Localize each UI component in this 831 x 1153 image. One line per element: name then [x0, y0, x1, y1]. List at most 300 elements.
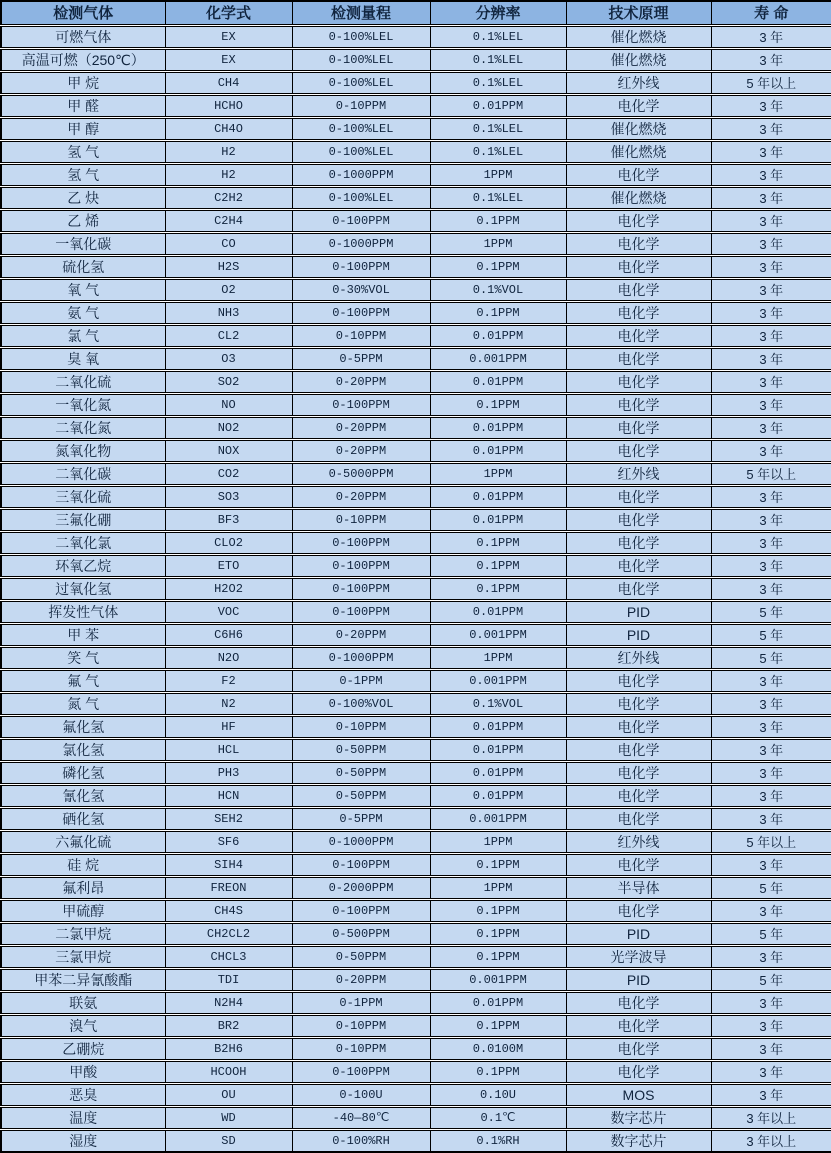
cell-res: 1PPM: [430, 163, 566, 186]
cell-range: 0-20PPM: [292, 416, 430, 439]
cell-life: 3 年: [711, 669, 831, 692]
cell-formula: EX: [165, 48, 292, 71]
cell-formula: NO2: [165, 416, 292, 439]
cell-res: 0.1PPM: [430, 531, 566, 554]
cell-res: 0.1%LEL: [430, 140, 566, 163]
cell-name: 可燃气体: [1, 25, 165, 48]
cell-life: 3 年: [711, 48, 831, 71]
cell-life: 3 年: [711, 186, 831, 209]
cell-res: 0.01PPM: [430, 600, 566, 623]
table-row: [1, 991, 831, 1014]
cell-tech: 电化学: [566, 531, 711, 554]
column-header-formula: 化学式: [165, 1, 292, 25]
cell-name: 臭 氧: [1, 347, 165, 370]
cell-name: 二氯甲烷: [1, 922, 165, 945]
cell-name: 氢 气: [1, 163, 165, 186]
cell-formula: C6H6: [165, 623, 292, 646]
cell-name: 甲苯二异氰酸酯: [1, 968, 165, 991]
cell-tech: 红外线: [566, 646, 711, 669]
cell-res: 0.10U: [430, 1083, 566, 1106]
table-row: [1, 140, 831, 163]
cell-res: 0.1%RH: [430, 1129, 566, 1152]
cell-formula: CH4S: [165, 899, 292, 922]
cell-name: 高温可燃（250℃）: [1, 48, 165, 71]
table-row: [1, 1060, 831, 1083]
cell-range: 0-100PPM: [292, 899, 430, 922]
table-row: [1, 209, 831, 232]
cell-range: 0-100%VOL: [292, 692, 430, 715]
cell-formula: EX: [165, 25, 292, 48]
cell-life: 5 年以上: [711, 462, 831, 485]
cell-formula: CHCL3: [165, 945, 292, 968]
cell-formula: H2O2: [165, 577, 292, 600]
cell-range: 0-5000PPM: [292, 462, 430, 485]
cell-name: 乙 烯: [1, 209, 165, 232]
cell-tech: 电化学: [566, 508, 711, 531]
cell-range: 0-20PPM: [292, 623, 430, 646]
cell-name: 湿度: [1, 1129, 165, 1152]
cell-life: 3 年: [711, 485, 831, 508]
cell-formula: PH3: [165, 761, 292, 784]
cell-res: 0.1PPM: [430, 301, 566, 324]
cell-res: 1PPM: [430, 232, 566, 255]
cell-life: 3 年: [711, 531, 831, 554]
cell-res: 0.1PPM: [430, 554, 566, 577]
cell-res: 0.1PPM: [430, 577, 566, 600]
cell-life: 5 年: [711, 876, 831, 899]
table-row: [1, 48, 831, 71]
cell-range: 0-1PPM: [292, 991, 430, 1014]
table-row: [1, 531, 831, 554]
cell-formula: NH3: [165, 301, 292, 324]
cell-life: 5 年以上: [711, 71, 831, 94]
cell-formula: BF3: [165, 508, 292, 531]
cell-range: 0-2000PPM: [292, 876, 430, 899]
cell-name: 三氟化硼: [1, 508, 165, 531]
cell-res: 0.1PPM: [430, 853, 566, 876]
cell-life: 3 年: [711, 1037, 831, 1060]
cell-res: 0.001PPM: [430, 669, 566, 692]
cell-formula: NO: [165, 393, 292, 416]
cell-tech: 红外线: [566, 462, 711, 485]
table-row: [1, 232, 831, 255]
cell-tech: 电化学: [566, 94, 711, 117]
cell-range: 0-10PPM: [292, 324, 430, 347]
cell-range: 0-100PPM: [292, 853, 430, 876]
cell-tech: 红外线: [566, 71, 711, 94]
cell-tech: 催化燃烧: [566, 117, 711, 140]
cell-tech: 电化学: [566, 301, 711, 324]
cell-life: 3 年: [711, 324, 831, 347]
cell-range: 0-100PPM: [292, 393, 430, 416]
cell-name: 氟利昂: [1, 876, 165, 899]
table-body: [1, 25, 831, 1152]
table-row: [1, 485, 831, 508]
table-row: [1, 508, 831, 531]
cell-name: 氯 气: [1, 324, 165, 347]
cell-range: 0-10PPM: [292, 508, 430, 531]
table-row: [1, 439, 831, 462]
cell-range: 0-100%LEL: [292, 117, 430, 140]
cell-tech: 电化学: [566, 692, 711, 715]
cell-name: 磷化氢: [1, 761, 165, 784]
cell-life: 3 年: [711, 761, 831, 784]
cell-life: 3 年: [711, 1014, 831, 1037]
cell-formula: CH4O: [165, 117, 292, 140]
cell-formula: O3: [165, 347, 292, 370]
cell-res: 0.1PPM: [430, 209, 566, 232]
cell-res: 0.01PPM: [430, 738, 566, 761]
cell-formula: HCHO: [165, 94, 292, 117]
cell-res: 0.1PPM: [430, 255, 566, 278]
cell-formula: OU: [165, 1083, 292, 1106]
cell-tech: 电化学: [566, 761, 711, 784]
cell-life: 3 年: [711, 255, 831, 278]
cell-name: 二氧化碳: [1, 462, 165, 485]
cell-name: 氢 气: [1, 140, 165, 163]
column-header-gas: 检测气体: [1, 1, 165, 25]
cell-life: 3 年: [711, 715, 831, 738]
cell-name: 氰化氢: [1, 784, 165, 807]
cell-formula: SEH2: [165, 807, 292, 830]
cell-life: 3 年: [711, 416, 831, 439]
cell-life: 3 年: [711, 991, 831, 1014]
cell-tech: 电化学: [566, 232, 711, 255]
cell-tech: PID: [566, 968, 711, 991]
cell-tech: 电化学: [566, 899, 711, 922]
cell-res: 0.001PPM: [430, 347, 566, 370]
cell-range: 0-50PPM: [292, 945, 430, 968]
cell-tech: 电化学: [566, 554, 711, 577]
cell-range: 0-100%LEL: [292, 71, 430, 94]
cell-tech: 电化学: [566, 324, 711, 347]
cell-life: 3 年: [711, 232, 831, 255]
cell-tech: 半导体: [566, 876, 711, 899]
cell-tech: 催化燃烧: [566, 186, 711, 209]
table-row: [1, 393, 831, 416]
cell-range: 0-100PPM: [292, 531, 430, 554]
cell-res: 0.01PPM: [430, 508, 566, 531]
cell-res: 0.1PPM: [430, 922, 566, 945]
cell-tech: 电化学: [566, 853, 711, 876]
table-row: [1, 163, 831, 186]
table-row: [1, 25, 831, 48]
cell-formula: N2O: [165, 646, 292, 669]
cell-life: 3 年: [711, 140, 831, 163]
cell-name: 氨 气: [1, 301, 165, 324]
cell-tech: 电化学: [566, 163, 711, 186]
cell-range: 0-10PPM: [292, 715, 430, 738]
cell-life: 3 年: [711, 692, 831, 715]
cell-range: 0-1000PPM: [292, 163, 430, 186]
cell-range: 0-100PPM: [292, 600, 430, 623]
cell-formula: H2S: [165, 255, 292, 278]
cell-formula: H2: [165, 140, 292, 163]
cell-res: 0.1%VOL: [430, 278, 566, 301]
cell-formula: HCN: [165, 784, 292, 807]
cell-tech: 光学波导: [566, 945, 711, 968]
cell-res: 0.001PPM: [430, 968, 566, 991]
cell-range: 0-100%LEL: [292, 48, 430, 71]
cell-name: 笑 气: [1, 646, 165, 669]
cell-range: 0-100%LEL: [292, 25, 430, 48]
cell-name: 甲酸: [1, 1060, 165, 1083]
cell-name: 一氧化氮: [1, 393, 165, 416]
cell-range: 0-1000PPM: [292, 646, 430, 669]
cell-formula: WD: [165, 1106, 292, 1129]
cell-res: 0.1℃: [430, 1106, 566, 1129]
cell-life: 3 年: [711, 1083, 831, 1106]
cell-life: 3 年以上: [711, 1129, 831, 1152]
table-row: [1, 462, 831, 485]
cell-range: 0-100PPM: [292, 554, 430, 577]
cell-formula: O2: [165, 278, 292, 301]
table-row: [1, 807, 831, 830]
cell-formula: ETO: [165, 554, 292, 577]
cell-life: 3 年: [711, 25, 831, 48]
table-row: [1, 1037, 831, 1060]
table-row: [1, 623, 831, 646]
cell-life: 3 年: [711, 508, 831, 531]
cell-life: 5 年: [711, 646, 831, 669]
cell-life: 3 年: [711, 807, 831, 830]
cell-range: 0-100U: [292, 1083, 430, 1106]
table-header: [1, 1, 831, 25]
cell-name: 温度: [1, 1106, 165, 1129]
table-row: [1, 692, 831, 715]
cell-name: 氯化氢: [1, 738, 165, 761]
cell-formula: N2H4: [165, 991, 292, 1014]
cell-res: 0.01PPM: [430, 784, 566, 807]
cell-name: 恶臭: [1, 1083, 165, 1106]
table-row: [1, 600, 831, 623]
cell-res: 1PPM: [430, 830, 566, 853]
cell-life: 3 年: [711, 347, 831, 370]
cell-name: 氧 气: [1, 278, 165, 301]
cell-range: 0-1PPM: [292, 669, 430, 692]
table-row: [1, 1083, 831, 1106]
cell-life: 3 年: [711, 301, 831, 324]
cell-res: 0.1%LEL: [430, 71, 566, 94]
cell-range: 0-10PPM: [292, 94, 430, 117]
cell-res: 0.0100M: [430, 1037, 566, 1060]
cell-res: 0.1PPM: [430, 393, 566, 416]
cell-formula: B2H6: [165, 1037, 292, 1060]
cell-tech: 电化学: [566, 439, 711, 462]
cell-range: 0-500PPM: [292, 922, 430, 945]
table-row: [1, 370, 831, 393]
cell-res: 0.01PPM: [430, 324, 566, 347]
cell-name: 硫化氢: [1, 255, 165, 278]
column-header-principle: 技术原理: [566, 1, 711, 25]
cell-tech: 电化学: [566, 715, 711, 738]
cell-tech: 电化学: [566, 347, 711, 370]
cell-name: 硒化氢: [1, 807, 165, 830]
cell-life: 3 年: [711, 209, 831, 232]
cell-res: 0.1PPM: [430, 1014, 566, 1037]
cell-tech: 电化学: [566, 991, 711, 1014]
cell-name: 甲 苯: [1, 623, 165, 646]
table-row: [1, 71, 831, 94]
cell-life: 3 年: [711, 278, 831, 301]
cell-tech: 数字芯片: [566, 1106, 711, 1129]
table-row: [1, 876, 831, 899]
cell-res: 0.001PPM: [430, 807, 566, 830]
cell-range: 0-100PPM: [292, 255, 430, 278]
cell-name: 甲硫醇: [1, 899, 165, 922]
table-row: [1, 853, 831, 876]
table-row: [1, 738, 831, 761]
cell-range: 0-100PPM: [292, 577, 430, 600]
cell-name: 甲 醇: [1, 117, 165, 140]
cell-name: 二氧化氯: [1, 531, 165, 554]
cell-res: 0.1%LEL: [430, 186, 566, 209]
cell-formula: NOX: [165, 439, 292, 462]
cell-formula: SF6: [165, 830, 292, 853]
cell-tech: PID: [566, 922, 711, 945]
cell-formula: BR2: [165, 1014, 292, 1037]
cell-name: 二氧化氮: [1, 416, 165, 439]
cell-formula: FREON: [165, 876, 292, 899]
header-row: [1, 1, 831, 25]
cell-life: 5 年: [711, 600, 831, 623]
cell-range: 0-50PPM: [292, 784, 430, 807]
cell-life: 3 年: [711, 784, 831, 807]
cell-formula: CL2: [165, 324, 292, 347]
cell-res: 1PPM: [430, 646, 566, 669]
cell-name: 二氧化硫: [1, 370, 165, 393]
cell-res: 1PPM: [430, 462, 566, 485]
cell-range: 0-30%VOL: [292, 278, 430, 301]
cell-life: 3 年: [711, 439, 831, 462]
table-row: [1, 94, 831, 117]
cell-life: 3 年: [711, 1060, 831, 1083]
cell-formula: SIH4: [165, 853, 292, 876]
cell-formula: N2: [165, 692, 292, 715]
cell-tech: 电化学: [566, 255, 711, 278]
cell-range: 0-20PPM: [292, 485, 430, 508]
cell-name: 氟化氢: [1, 715, 165, 738]
cell-tech: 电化学: [566, 738, 711, 761]
cell-res: 0.1PPM: [430, 899, 566, 922]
cell-formula: HCOOH: [165, 1060, 292, 1083]
cell-name: 氮氧化物: [1, 439, 165, 462]
cell-name: 甲 醛: [1, 94, 165, 117]
cell-formula: CH2CL2: [165, 922, 292, 945]
table-row: [1, 278, 831, 301]
cell-formula: F2: [165, 669, 292, 692]
cell-tech: 电化学: [566, 209, 711, 232]
cell-tech: 催化燃烧: [566, 48, 711, 71]
cell-tech: 电化学: [566, 669, 711, 692]
cell-res: 0.01PPM: [430, 416, 566, 439]
cell-tech: 电化学: [566, 370, 711, 393]
cell-formula: C2H4: [165, 209, 292, 232]
cell-life: 3 年以上: [711, 1106, 831, 1129]
cell-name: 硅 烷: [1, 853, 165, 876]
cell-life: 3 年: [711, 945, 831, 968]
cell-life: 3 年: [711, 393, 831, 416]
cell-formula: HF: [165, 715, 292, 738]
cell-name: 乙硼烷: [1, 1037, 165, 1060]
cell-res: 0.01PPM: [430, 761, 566, 784]
table-row: [1, 899, 831, 922]
table-row: [1, 117, 831, 140]
cell-tech: 电化学: [566, 1014, 711, 1037]
cell-range: 0-100%LEL: [292, 186, 430, 209]
cell-range: 0-1000PPM: [292, 232, 430, 255]
cell-formula: TDI: [165, 968, 292, 991]
cell-res: 0.1%LEL: [430, 117, 566, 140]
cell-range: 0-5PPM: [292, 347, 430, 370]
cell-formula: CO: [165, 232, 292, 255]
table-row: [1, 922, 831, 945]
cell-name: 氟 气: [1, 669, 165, 692]
cell-formula: SO3: [165, 485, 292, 508]
cell-range: 0-20PPM: [292, 370, 430, 393]
cell-life: 3 年: [711, 899, 831, 922]
table-row: [1, 186, 831, 209]
table-row: [1, 784, 831, 807]
cell-tech: 电化学: [566, 393, 711, 416]
cell-range: 0-100%RH: [292, 1129, 430, 1152]
table-row: [1, 301, 831, 324]
cell-name: 溴气: [1, 1014, 165, 1037]
cell-life: 3 年: [711, 577, 831, 600]
cell-formula: HCL: [165, 738, 292, 761]
cell-name: 甲 烷: [1, 71, 165, 94]
cell-res: 1PPM: [430, 876, 566, 899]
table-row: [1, 554, 831, 577]
cell-tech: PID: [566, 600, 711, 623]
table-row: [1, 324, 831, 347]
cell-life: 5 年: [711, 922, 831, 945]
cell-tech: 电化学: [566, 485, 711, 508]
cell-name: 环氧乙烷: [1, 554, 165, 577]
cell-tech: 电化学: [566, 1060, 711, 1083]
column-header-resolution: 分辨率: [430, 1, 566, 25]
cell-life: 3 年: [711, 853, 831, 876]
table-row: [1, 416, 831, 439]
cell-tech: 电化学: [566, 577, 711, 600]
cell-tech: PID: [566, 623, 711, 646]
table-row: [1, 347, 831, 370]
cell-res: 0.01PPM: [430, 439, 566, 462]
cell-res: 0.01PPM: [430, 94, 566, 117]
cell-name: 一氧化碳: [1, 232, 165, 255]
cell-range: 0-100PPM: [292, 301, 430, 324]
cell-res: 0.1%LEL: [430, 48, 566, 71]
table-row: [1, 669, 831, 692]
cell-life: 3 年: [711, 554, 831, 577]
table-row: [1, 1106, 831, 1129]
cell-range: 0-100PPM: [292, 1060, 430, 1083]
cell-range: -40—80℃: [292, 1106, 430, 1129]
cell-formula: SD: [165, 1129, 292, 1152]
table-row: [1, 968, 831, 991]
table-row: [1, 830, 831, 853]
cell-res: 0.1PPM: [430, 945, 566, 968]
table-row: [1, 945, 831, 968]
cell-res: 0.1%VOL: [430, 692, 566, 715]
cell-range: 0-50PPM: [292, 761, 430, 784]
cell-range: 0-1000PPM: [292, 830, 430, 853]
cell-range: 0-10PPM: [292, 1037, 430, 1060]
cell-tech: 数字芯片: [566, 1129, 711, 1152]
cell-formula: CLO2: [165, 531, 292, 554]
cell-formula: CH4: [165, 71, 292, 94]
cell-name: 六氟化硫: [1, 830, 165, 853]
